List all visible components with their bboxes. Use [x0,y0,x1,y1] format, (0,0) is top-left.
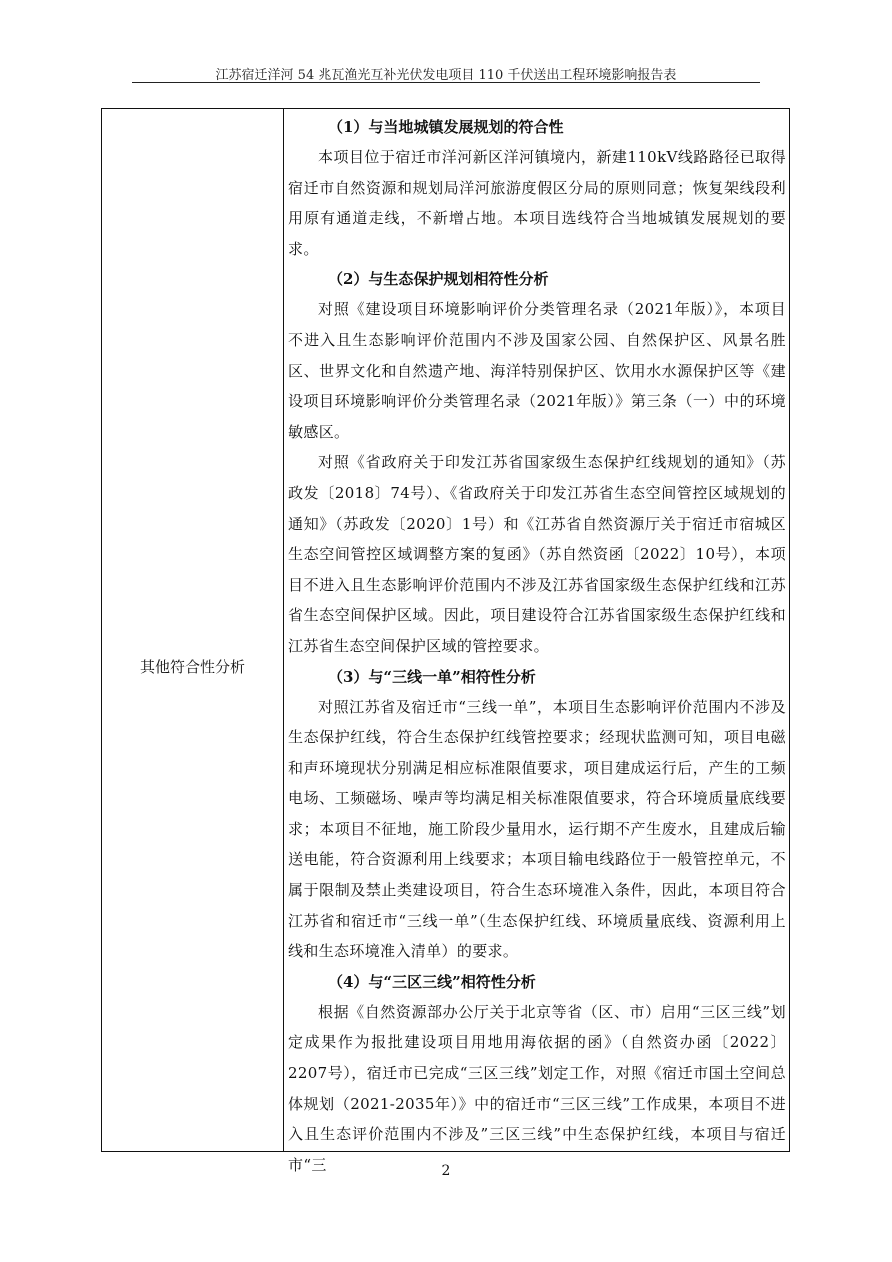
section-2-paragraph-2: 对照《省政府关于印发江苏省国家级生态保护红线规划的通知》（苏政发〔2018〕74号）、《省政府关于印发江苏省生态空间管控区域规划的通知》（苏政发〔2020〕1号）和《江苏省自然资源厅关于宿迁市宿城区生态空间管控区域调整方案的复函》（苏自然资函〔2022〕10号），本项目不进入且生态影响评价范围内不涉及江苏省国家级生态保护红线和江苏省生态空间保护区域。因此，项目建设符合江苏省国家级生态保护红线和江苏省生态空间保护区域的管控要求。 [288,453,786,655]
section-3-paragraph-1: 对照江苏省及宿迁市“三线一单”，本项目生态影响评价范围内不涉及生态保护红线，符合生态保护红线管控要求；经现状监测可知，项目电磁和声环境现状分别满足相应标准限值要求，项目建成运行后，产生的工频电场、工频磁场、噪声等均满足相关标准限值要求，符合环境质量底线要求；本项目不征地，施工阶段少量用水，运行期不产生废水，且建成后输送电能，符合资源利用上线要求；本项目输电线路位于一般管控单元，不属于限制及禁止类建设项目，符合生态环境准入条件，因此，本项目符合江苏省和宿迁市“三线一单”（生态保护红线、环境质量底线、资源利用上线和生态环境准入清单）的要求。 [288,697,786,961]
document-header-title: 江苏宿迁洋河 54 兆瓦渔光互补光伏发电项目 110 千伏送出工程环境影响报告表 [215,68,677,83]
analysis-content [288,112,786,1180]
header-rule [132,82,760,83]
row-label: 其他符合性分析 [139,658,245,676]
page-number: 2 [441,1163,451,1179]
section-1-paragraph-1: 本项目位于宿迁市洋河新区洋河镇境内，新建110kV线路路径已取得宿迁市自然资源和规划局洋河旅游度假区分局的原则同意；恢复架线段利用原有通道走线，不新增占地。本项目选线符合当地城镇发展规划的要求。 [288,148,786,258]
section-heading-4: （4）与“三区三线”相符性分析 [328,972,536,991]
column-divider [283,109,284,1151]
section-4-paragraph-1: 根据《自然资源部办公厅关于北京等省（区、市）启用“三区三线”划定成果作为报批建设项目用地用海依据的函》（自然资办函〔2022〕2207号），宿迁市已完成“三区三线”划定工作，对照《宿迁市国土空间总体规划（2021-2035年）》中的宿迁市“三区三线”工作成果，本项目不进入且生态评价范围内不涉及”三区三线”中生态保护红线，本项目与宿迁市“三 [288,1002,786,1174]
section-2-paragraph-1: 对照《建设项目环境影响评价分类管理名录（2021年版）》，本项目不进入且生态影响评价范围内不涉及国家公园、自然保护区、风景名胜区、世界文化和自然遗产地、海洋特别保护区、饮用水水源保护区等《建设项目环境影响评价分类管理名录（2021年版）》第三条（一）中的环境敏感区。 [288,300,786,441]
section-heading-2: （2）与生态保护规划相符性分析 [328,270,549,289]
analysis-table [101,108,790,1174]
section-heading-1: （1）与当地城镇发展规划的符合性 [328,118,564,136]
section-heading-3: （3）与“三线一单”相符性分析 [328,667,536,686]
